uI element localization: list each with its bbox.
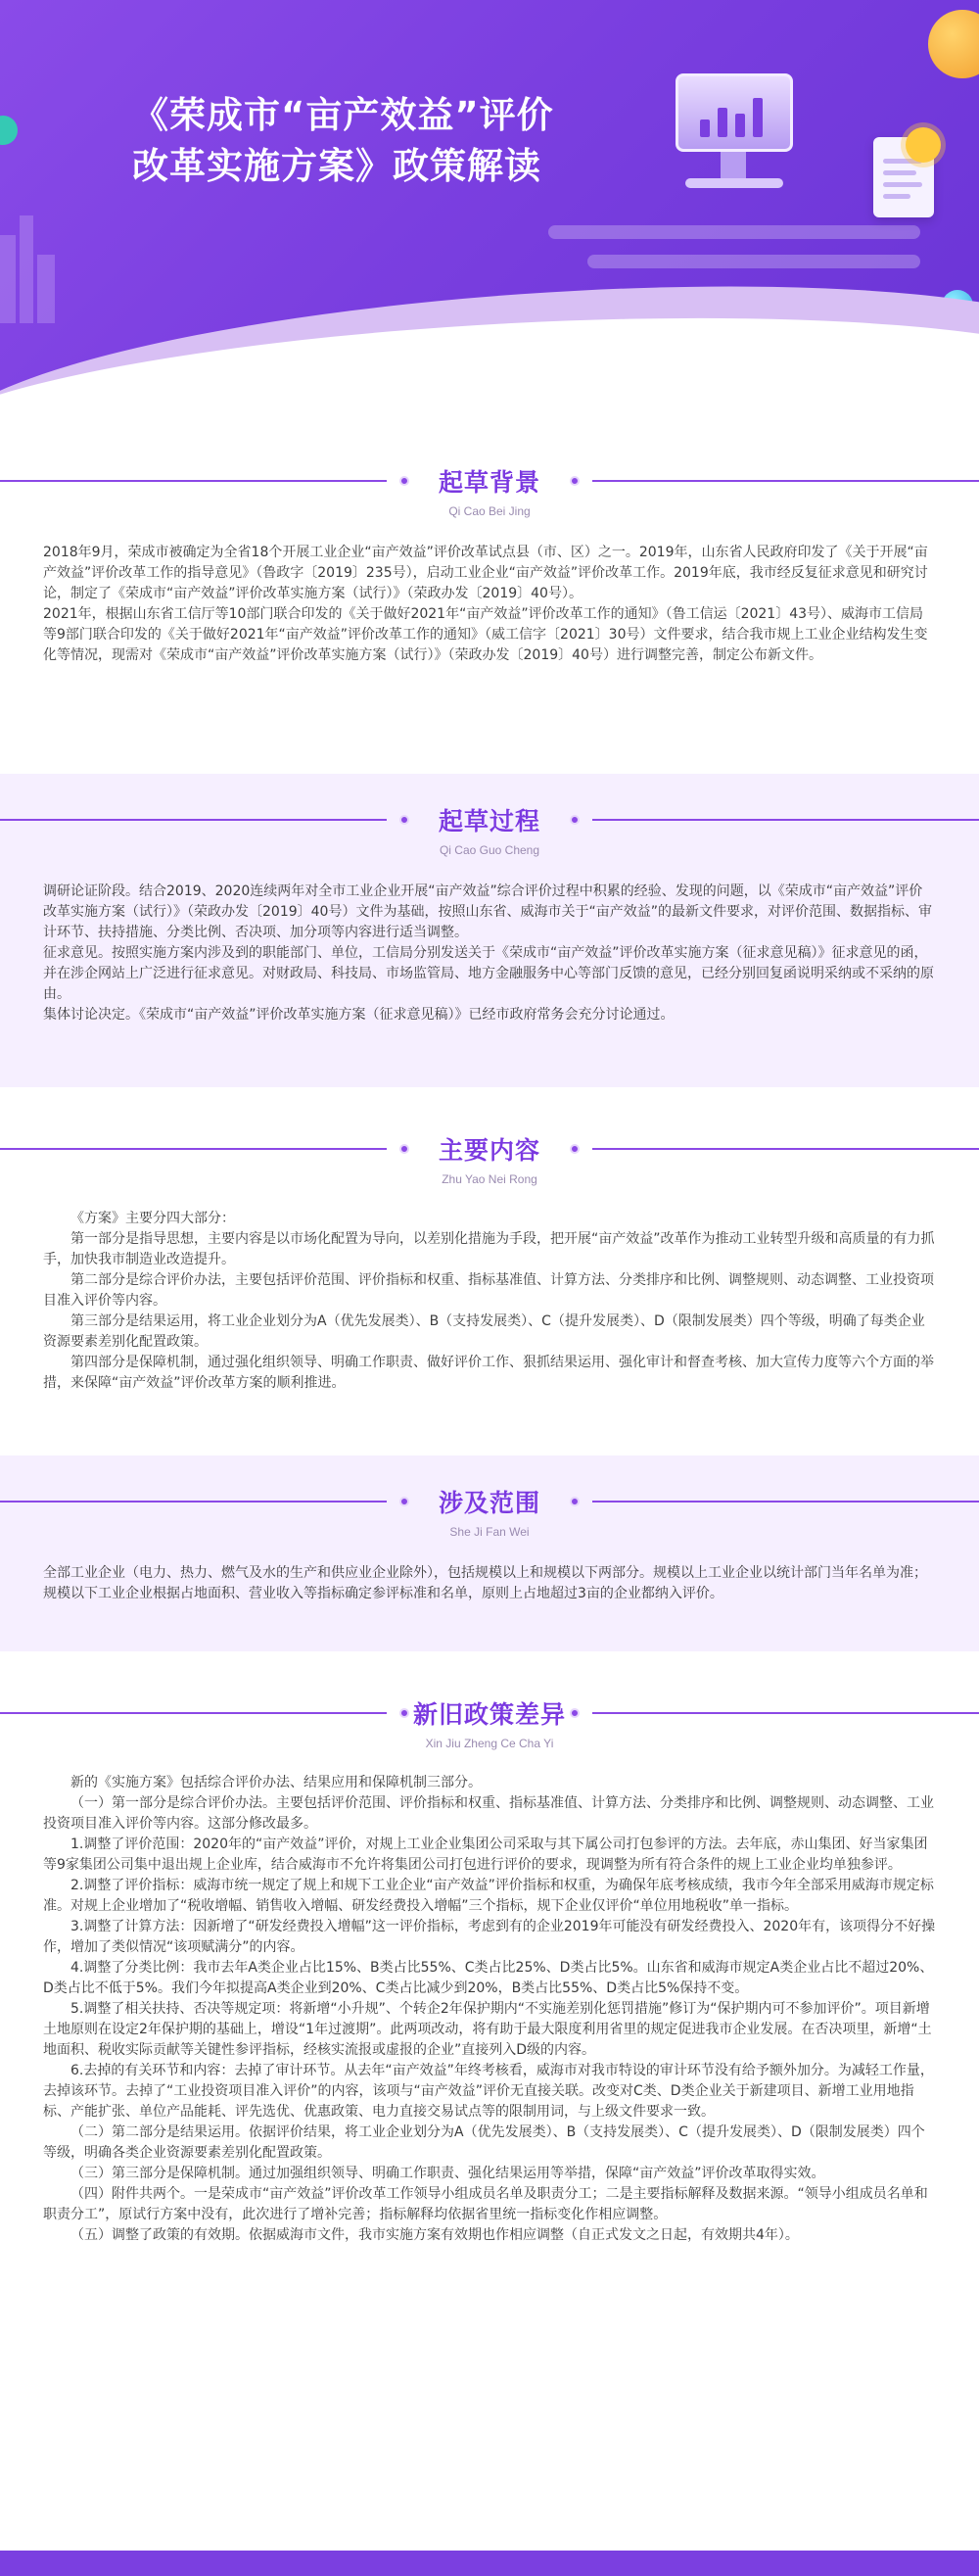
page-title <box>132 90 554 192</box>
section-body <box>0 1773 979 2246</box>
decorative-ribbon <box>548 206 959 294</box>
section-body <box>0 1563 979 1604</box>
header-banner <box>0 0 979 402</box>
paragraph: （三）第三部分是保障机制。通过加强组织领导、明确工作职责、强化结果运用等举措，保障“亩产效益”评价改革取得实效。 <box>70 2166 825 2181</box>
section-heading: 起草背景 <box>438 468 540 497</box>
paragraph: 集体讨论决定。《荣成市“亩产效益”评价改革实施方案（征求意见稿）》已经市政府常务会充分讨论通过。 <box>43 1007 675 1023</box>
paragraph: （二）第二部分是结果运用。依据评价结果，将工业企业划分为A（优先发展类）、B（支持发展类）、C（提升发展类）、D（限制发展类）四个等级，明确各类企业资源要素差别化配置政策。 <box>43 2124 925 2161</box>
divider-line <box>592 819 979 821</box>
paragraph: 新的《实施方案》包括综合评价办法、结果应用和保障机制三部分。 <box>70 1775 482 1790</box>
sun-icon <box>906 127 941 163</box>
paragraph: 征求意见。按照实施方案内涉及到的职能部门、单位，工信局分别发送关于《荣成市“亩产效益”评价改革实施方案（征求意见稿）》征求意见的函，并在涉企网站上广泛进行征求意见。对财政局、科技局、市场监管局、地方金融服务中心等部门反馈的意见，已经分别回复函说明采纳或不采纳的原由。 <box>43 945 934 1002</box>
divider-line <box>592 1148 979 1150</box>
section-pinyin: Xin Jiu Zheng Ce Cha Yi <box>425 1737 554 1750</box>
board-base <box>685 178 783 188</box>
paragraph: 全部工业企业（电力、热力、燃气及水的生产和供应业企业除外），包括规模以上和规模以下两部分。规模以上工业企业以统计部门当年名单为准；规模以下工业企业根据占地面积、营业收入等指标确定参评标准和名单，原则上占地超过3亩的企业都纳入评价。 <box>43 1565 927 1601</box>
paragraph: 第四部分是保障机制，通过强化组织领导、明确工作职责、做好评价工作、狠抓结果运用、强化审计和督查考核、加大宣传力度等六个方面的举措，来保障“亩产效益”评价改革方案的顺利推进。 <box>43 1355 934 1391</box>
section-heading: 涉及范围 <box>438 1489 540 1517</box>
paragraph: 第二部分是综合评价办法，主要包括评价范围、评价指标和权重、指标基准值、计算方法、分类排序和比例、调整规则、动态调整、工业投资项目准入评价等内容。 <box>43 1272 934 1309</box>
section-pinyin: Qi Cao Bei Jing <box>448 504 531 518</box>
divider-line <box>592 480 979 482</box>
section-body <box>0 543 979 666</box>
page-title-line1: 《荣成市“亩产效益”评价 <box>132 94 554 136</box>
divider-dot <box>570 1144 580 1154</box>
section-heading: 新旧政策差异 <box>412 1700 566 1729</box>
section-header <box>0 1479 979 1548</box>
paragraph: 第一部分是指导思想，主要内容是以市场化配置为导向，以差别化措施为手段，把开展“亩产效益”改革作为推动工业转型升级和高质量的有力抓手，加快我市制造业改造提升。 <box>43 1231 935 1267</box>
divider-line <box>592 1712 979 1714</box>
decorative-ball <box>928 10 979 78</box>
section-body <box>0 882 979 1026</box>
section-drafting-process <box>0 774 979 1087</box>
paragraph: （四）附件共两个。一是荣成市“亩产效益”评价改革工作领导小组成员名单及职责分工；二是主要指标解释及数据来源。“领导小组成员名单和职责分工”，原试行方案中没有，此次进行了增补完善；指标解释均依据省里统一指标变化作相应调整。 <box>43 2186 928 2222</box>
divider-dot <box>570 1708 580 1718</box>
section-heading: 起草过程 <box>438 807 540 835</box>
section-header <box>0 797 979 866</box>
section-header <box>0 1691 979 1759</box>
divider-dot <box>570 815 580 825</box>
paragraph: 3.调整了计算方法：因新增了“研发经费投入增幅”这一评价指标，考虑到有的企业2019年可能没有研发经费投入、2020年有，该项得分不好操作，增加了类似情况“该项赋满分”的内容。 <box>43 1919 936 1955</box>
paragraph: 5.调整了相关扶持、否决等规定项：将新增“小升规”、个转企2年保护期内“不实施差别化惩罚措施”修订为“保护期内可不参加评价”。项目新增土地原则在设定2年保护期的基础上，增设“1年过渡期”。此两项改动，将有助于最大限度利用省里的规定促进我市企业发展。在否决项里，新增“土地面积、税收实际贡献等关键性参评指标，经核实流报或虚报的企业”直接列入D级的内容。 <box>43 2001 932 2058</box>
section-policy-differences <box>0 1691 979 2543</box>
paragraph: 4.调整了分类比例：我市去年A类企业占比15%、B类占比55%、C类占比25%、D类占比5%。山东省和威海市规定A类企业占比不超过20%、D类占比不低于5%。我们今年拟提高A类企业到20%、C类占比减少到20%，B类占比55%、D类占比5%保持不变。 <box>43 1960 934 1996</box>
paragraph: 2021年，根据山东省工信厅等10部门联合印发的《关于做好2021年“亩产效益”评价改革工作的通知》（鲁工信运〔2021〕43号）、威海市工信局等9部门联合印发的《关于做好2021年“亩产效益”评价改革工作的通知》（威工信字〔2021〕30号）文件要求，结合我市规上工业企业结构发生变化等情况，现需对《荣成市“亩产效益”评价改革实施方案（试行）》（荣政办发〔2019〕40号）进行调整完善，制定公布新文件。 <box>43 606 928 663</box>
divider-dot <box>570 476 580 486</box>
section-header <box>0 458 979 527</box>
paragraph: 2.调整了评价指标：威海市统一规定了规上和规下工业企业“亩产效益”评价指标和权重，为确保年底考核成绩，我市今年全部采用威海市规定标准。对规上企业增加了“税收增幅、销售收入增幅、研发经费投入增幅”三个指标，规下企业仅评价“单位用地税收”单一指标。 <box>43 1878 934 1914</box>
footer-bar <box>0 2551 979 2576</box>
paragraph: 第三部分是结果运用，将工业企业划分为A（优先发展类）、B（支持发展类）、C（提升发展类）、D（限制发展类）四个等级，明确了每类企业资源要素差别化配置政策。 <box>43 1313 925 1350</box>
paragraph: 《方案》主要分四大部分： <box>70 1211 235 1226</box>
section-background <box>0 458 979 752</box>
paragraph: 2018年9月，荣成市被确定为全省18个开展工业企业“亩产效益”评价改革试点县（市、区）之一。2019年，山东省人民政府印发了《关于开展“亩产效益”评价改革工作的指导意见》（鲁政字〔2019〕235号），启动工业企业“亩产效益”评价改革工作。2019年底，我市经反复征求意见和研究讨论，制定了《荣成市“亩产效益”评价改革实施方案（试行）》（荣政办发〔2019〕40号）。 <box>43 545 928 601</box>
section-pinyin: She Ji Fan Wei <box>449 1525 530 1539</box>
section-body <box>0 1209 979 1394</box>
city-buildings-icon <box>0 215 59 323</box>
section-main-content <box>0 1126 979 1440</box>
section-pinyin: Zhu Yao Nei Rong <box>442 1172 537 1186</box>
paragraph: （一）第一部分是综合评价办法。主要包括评价范围、评价指标和权重、指标基准值、计算方法、分类排序和比例、调整规则、动态调整、工业投资项目准入评价等内容。这部分修改最多。 <box>43 1795 934 1832</box>
divider-dot <box>570 1497 580 1506</box>
paragraph: 6.去掉的有关环节和内容：去掉了审计环节。从去年“亩产效益”年终考核看，威海市对我市特设的审计环节没有给予额外加分。为减轻工作量，去掉该环节。去掉了“工业投资项目准入评价”的内容，该项与“亩产效益”评价无直接关联。改变对C类、D类企业关于新建项目、新增工业用地指标、产能扩张、单位产品能耗、评先选优、优惠政策、电力直接交易试点等的限制用词，与上级文件要求一致。 <box>43 2063 934 2120</box>
section-scope <box>0 1455 979 1651</box>
paragraph: 调研论证阶段。结合2019、2020连续两年对全市工业企业开展“亩产效益”综合评价过程中积累的经验、发现的问题，以《荣成市“亩产效益”评价改革实施方案（试行）》（荣政办发〔2019〕40号）文件为基础，按照山东省、威海市关于“亩产效益”的最新文件要求，对评价范围、数据指标、审计环节、扶持措施、分类比例、否决项、加分项等内容进行适当调整。 <box>43 883 932 940</box>
bar-chart-board-icon <box>676 73 793 152</box>
page-title-line2: 改革实施方案》政策解读 <box>132 145 541 187</box>
paragraph: （五）调整了政策的有效期。依据威海市文件，我市实施方案有效期也作相应调整（自正式发文之日起，有效期共4年）。 <box>70 2227 799 2243</box>
section-header <box>0 1126 979 1195</box>
divider-line <box>592 1501 979 1503</box>
section-heading: 主要内容 <box>438 1136 540 1165</box>
paragraph: 1.调整了评价范围：2020年的“亩产效益”评价，对规上工业企业集团公司采取与其下属公司打包参评的方法。去年底，赤山集团、好当家集团等9家集团公司集中退出规上企业库，结合威海市不允许将集团公司打包进行评价的要求，现调整为所有符合条件的规上工业企业均单独参评。 <box>43 1837 928 1873</box>
section-pinyin: Qi Cao Guo Cheng <box>439 843 540 857</box>
board-stand <box>721 152 746 179</box>
decorative-ball <box>0 116 18 145</box>
